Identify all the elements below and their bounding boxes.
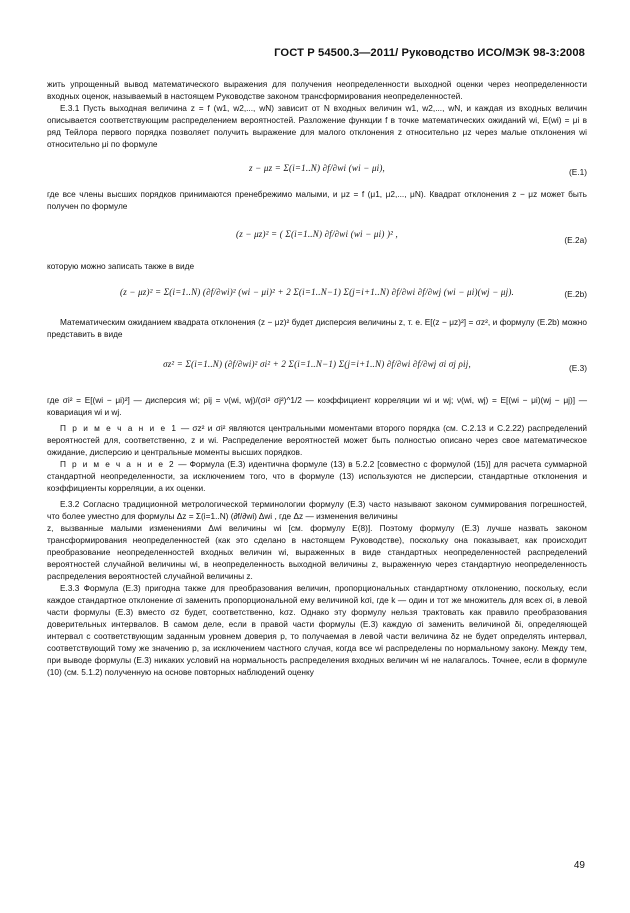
note-2-text: — Формула (Е.3) идентична формуле (13) в 5.2.2 [совместно с формулой (15)] для расчета суммарной стандартной неопределенности, за исключением того, что в формуле (13) используются не дисперсии, стандартные отклонения и коэффициенты корреляции, а их оценки. <box>47 459 587 493</box>
paragraph-e32-cont: z, вызванные малыми изменениями Δwi величины wi [см. формулу Е(8)]. Поэтому формулу (Е.3) лучше назвать законом трансформирования неопределенностей (как это сделано в настоящем Руководстве), поскольку она показывает, как происходит преобразование неопределенностей входных величин wi, выраженных в виде стандартных неопределенностей распределений вероятностей случайной величины wi, в неопределенность выходной величины z, выраженную через стандартную неопределенность распределения вероятностей случайной величины z. <box>47 523 587 581</box>
equation-e2a-number: (Е.2а) <box>564 235 587 245</box>
paragraph-e32-start: Е.3.2 Согласно традиционной метрологической терминологии формулу (Е.3) часто называют законом суммирования погрешностей, что более уместно для формулы Δz = Σ(i=1..N) (∂f/∂wi) Δwi , где Δz — изменения величины <box>47 499 587 521</box>
paragraph-e31: Е.3.1 Пусть выходная величина z = f (w1, w2,..., wN) зависит от N входных величин w1, w2,..., wN, и каждая из входных величин описывается соответствующим распределением вероятностей. Разложение функции f в точке математических ожиданий wi, E(wi) = μi в ряд Тейлора первого порядка позволяет получить выражение для малого отклонения z относительно μz через малые отклонения wi относительно μi по формуле <box>47 103 587 149</box>
equation-e1-number: (Е.1) <box>569 167 587 177</box>
note-1 <box>47 422 587 458</box>
paragraph-definitions: где σi² = E[(wi − μi)²] — дисперсия wi; ρij = ν(wi, wj)/(σi² σj²)^1/2 — коэффициент корреляции wi и wj; ν(wi, wj) = E[(wi − μi)(wj − μj)] — ковариация wi и wj. <box>47 395 587 417</box>
equation-e2a-formula: (z − μz)² = ( Σ(i=1..N) ∂f/∂wi (wi − μi) )² , <box>236 229 398 239</box>
equation-e3-number: (Е.3) <box>569 363 587 373</box>
paragraph-intro: жить упрощенный вывод математического выражения для получения неопределенности выходной оценки через неопределенности входных оценок, называемый в настоящем Руководстве законом трансформирования неопределенностей. <box>47 79 587 101</box>
equation-e2b-formula: (z − μz)² = Σ(i=1..N) (∂f/∂wi)² (wi − μi)² + 2 Σ(i=1..N−1) Σ(j=i+1..N) ∂f/∂wi ∂f/∂wj (wi − μi)(wj − μj). <box>120 287 514 297</box>
note-2 <box>47 458 587 494</box>
equation-e2b <box>47 274 587 314</box>
note-2-label: П р и м е ч а н и е 2 <box>60 459 176 469</box>
paragraph-e33: Е.3.3 Формула (Е.3) пригодна также для преобразования величин, пропорциональных стандартному отклонению, поскольку, если каждое стандартное отклонение σi заменить пропорциональной ему величиной kσi, где k — один и тот же множитель для всех σi, в левой части формулы (Е.3) вместо σz будет, соответственно, kσz. Однако эту формулу нельзя трактовать как правило преобразования доверительных интервалов. В самом деле, если в правой части формулы (Е.3) каждую σi заменить величиной δi, определяющей интервал с соответствующим заданным уровнем доверия p, то получаемая в левой части величина δz не будет определять интервал, соответствующий тому же значению p, за исключением частного случая, когда все wi распределены по нормальному закону. Между тем, при выводе формулы (Е.3) никаких условий на нормальность распределения входных величин wi не налагалось. Точнее, если в формуле (10) (см. 5.1.2) полученную на основе повторных наблюдений оценку <box>47 583 587 677</box>
page-header: ГОСТ Р 54500.3—2011/ Руководство ИСО/МЭК 98-3:2008 <box>274 47 585 59</box>
equation-e1-formula: z − μz = Σ(i=1..N) ∂f/∂wi (wi − μi), <box>248 163 386 173</box>
paragraph-expectation: Математическим ожиданием квадрата отклонения (z − μz)² будет дисперсия величины z, т. е. E[(z − μz)²] = σz², и формулу (Е.2b) можно представить в виде <box>47 317 587 339</box>
paragraph-higher-order: где все члены высших порядков принимаются пренебрежимо малыми, и μz = f (μ1, μ2,..., μN). Квадрат отклонения z − μz может быть получен по формуле <box>47 189 587 211</box>
equation-e3 <box>47 342 587 392</box>
paragraph-alt-form: которую можно записать также в виде <box>47 261 195 271</box>
equation-e2a <box>47 214 587 258</box>
equation-e3-formula: σz² = Σ(i=1..N) (∂f/∂wi)² σi² + 2 Σ(i=1..N−1) Σ(j=i+1..N) ∂f/∂wi ∂f/∂wj σi σj ρij, <box>163 359 471 369</box>
equation-e1 <box>47 152 587 186</box>
note-1-label: П р и м е ч а н и е 1 <box>60 423 178 433</box>
equation-e2b-number: (Е.2b) <box>564 289 587 299</box>
page-body <box>47 78 587 678</box>
note-1-text: — σz² и σi² являются центральными моментами второго порядка (см. С.2.13 и С.2.22) распределений вероятностей для, соответственно, z и wi. Распределение вероятностей может быть полностью описано через свое математическое ожидание, дисперсию и центральные моменты высших порядков. <box>47 423 587 457</box>
page-number: 49 <box>573 860 585 871</box>
